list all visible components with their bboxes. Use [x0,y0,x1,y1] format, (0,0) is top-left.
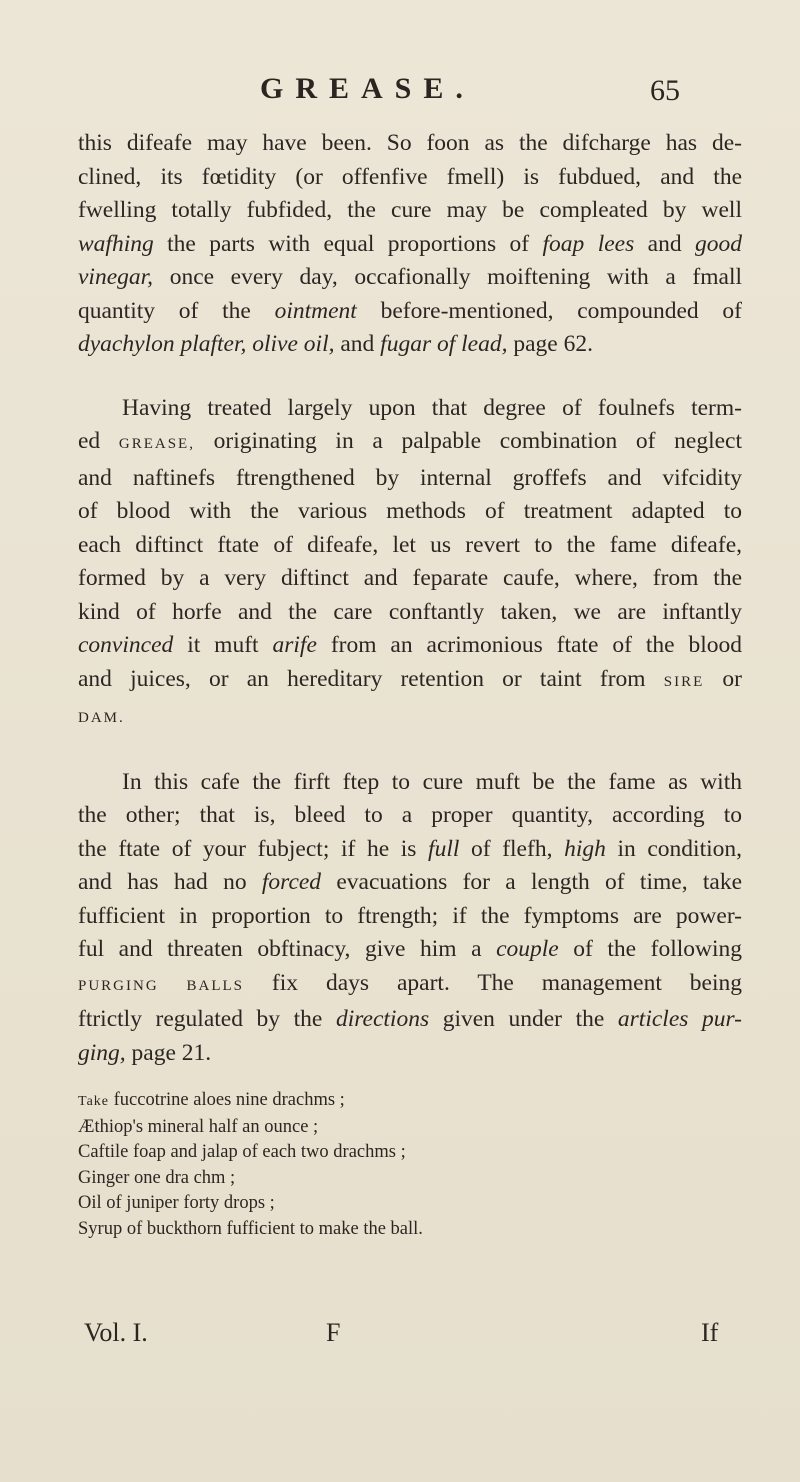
paragraph-3 [78,766,742,1071]
text-line: and has had no forced evacuations for a length of time, take [78,869,743,895]
text-line: ftrictly regulated by the directions given under the articles pur- [78,1006,742,1032]
signature-mark: F [326,1318,341,1347]
text-line: of blood with the various methods of treatment adapted to [78,498,742,524]
paragraph-2 [78,392,742,736]
volume-label: Vol. I. [84,1318,148,1347]
text-line: clined, its fœtidity (or offenfive fmell) is fubdued, and the [78,163,742,190]
text-line: the other; that is, bleed to a proper quantity, according to [78,802,742,828]
text-line: wafhing the parts with equal proportions of foap lees and good [78,230,742,257]
catchword: If [701,1318,719,1347]
text-line: formed by a very diftinct and feparate caufe, where, from the [78,565,742,591]
text-line: In this cafe the firft ftep to cure muft be the fame as with [122,768,742,795]
running-title: GREASE. [260,72,475,105]
text-line: vinegar, once every day, occafionally moiftening with a fmall [78,264,742,290]
recipe-line: Syrup of buckthorn fufficient to make the ball. [78,1218,423,1239]
text-line: DAM. [78,710,125,726]
recipe-line: Oil of juniper forty drops ; [78,1193,275,1213]
text-line: ful and threaten obftinacy, give him a couple of the following [78,936,742,962]
text-line: the ftate of your fubject; if he is full of flefh, high in condition, [78,835,743,862]
text-line: kind of horfe and the care conftantly taken, we are inftantly [78,598,742,625]
text-line: dyachylon plafter, olive oil, and fugar of lead, page 62. [78,331,593,357]
text-line: convinced it muft arife from an acrimonious ftate of the blood [78,632,742,658]
text-line: quantity of the ointment before-mentioned, compounded of [78,297,742,324]
text-line: ed GREASE, originating in a palpable combination of neglect [78,428,742,454]
page-header [0,72,800,112]
recipe-line: Take fuccotrine aloes nine drachms ; [78,1090,345,1110]
text-line: and juices, or an hereditary retention or taint from SIRE or [78,665,742,692]
text-line: Having treated largely upon that degree of foulnefs term- [122,394,742,421]
page-footer [84,1318,744,1358]
recipe-line: Caftile foap and jalap of each two drachms ; [78,1142,406,1162]
recipe-line: Ginger one dra chm ; [78,1167,236,1188]
paragraph-1 [78,127,742,362]
text-line: and naftinefs ftrengthened by internal groffefs and vifcidity [78,464,742,491]
recipe-line: Æthiop's mineral half an ounce ; [78,1116,319,1137]
body-text [78,127,742,1242]
text-line: ging, page 21. [78,1039,212,1066]
text-line: this difeafe may have been. So foon as the difcharge has de- [78,130,742,156]
text-line: each diftinct ftate of difeafe, let us revert to the fame difeafe, [78,531,742,558]
recipe-block [78,1088,742,1242]
page-number: 65 [650,74,680,107]
text-line: fwelling totally fubfided, the cure may be compleated by well [78,197,742,223]
text-line: fufficient in proportion to ftrength; if the fymptoms are power- [78,902,742,929]
text-line: PURGING BALLS fix days apart. The management being [78,969,742,996]
